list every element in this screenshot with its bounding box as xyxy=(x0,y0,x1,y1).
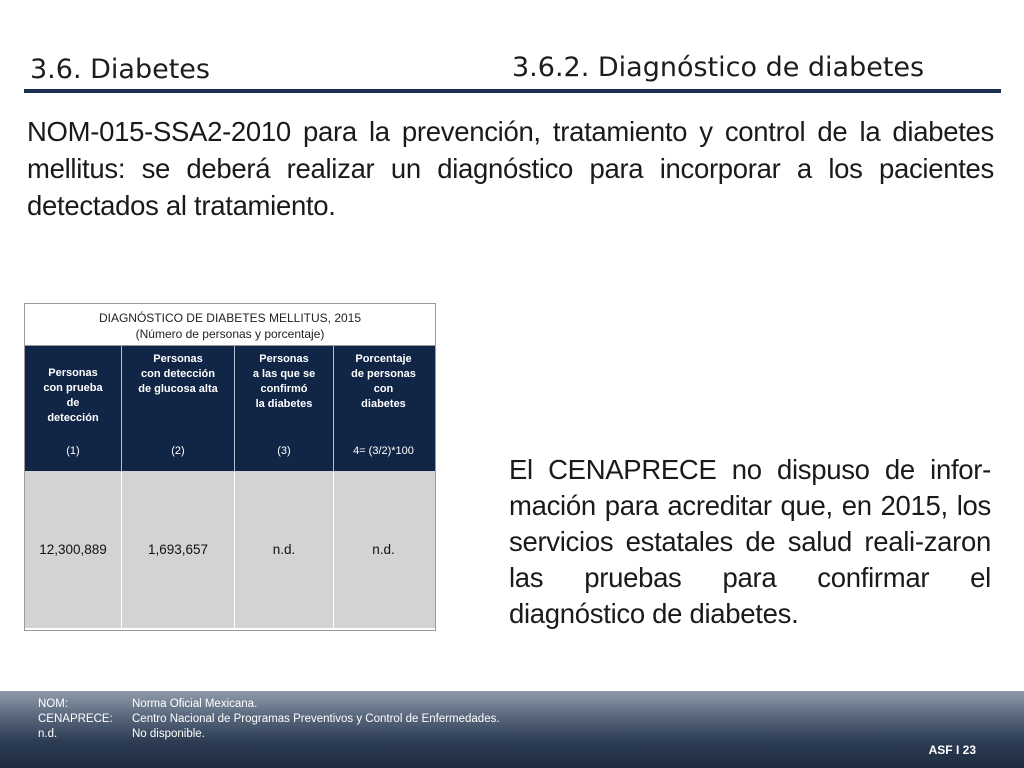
column-header xyxy=(25,346,122,471)
footnote-row xyxy=(38,697,500,712)
footnote-definition: Centro Nacional de Programas Preventivos y Control de Enfermedades. xyxy=(132,713,500,725)
column-header xyxy=(235,346,334,471)
table-cell: n.d. xyxy=(372,542,395,557)
table-caption xyxy=(25,304,435,346)
intro-paragraph: NOM-015-SSA2-2010 para la prevención, tratamiento y control de la diabetes mellitus: se deberá realizar un diagnóstico para incorporar a los pacientes detectados al tratamiento. xyxy=(27,116,994,221)
page-label: ASF I 23 xyxy=(928,743,976,757)
column-header-label: Porcentaje de personas con diabetes xyxy=(351,353,416,410)
column-header-label: Personas con prueba de detección xyxy=(43,367,103,424)
table-subtitle: (Número de personas y porcentaje) xyxy=(135,327,325,341)
column-header-label: Personas a las que se confirmó la diabetes xyxy=(252,353,316,410)
diagnosis-table xyxy=(24,303,436,631)
column-header-label: Personas con detección de glucosa alta xyxy=(138,353,218,395)
table-cell: n.d. xyxy=(235,471,334,628)
footnote-abbreviation: n.d. xyxy=(38,728,58,740)
footnote-row xyxy=(38,712,500,727)
column-header xyxy=(122,346,235,471)
footnote-definition: No disponible. xyxy=(132,728,205,740)
table-cell: 12,300,889 xyxy=(25,471,122,628)
table-title: DIAGNÓSTICO DE DIABETES MELLITUS, 2015 xyxy=(98,311,362,325)
finding-paragraph: El CENAPRECE no dispuso de infor-mación para acreditar que, en 2015, los servicios estatales de salud reali-zaron las pruebas para confirmar el diagnóstico de diabetes. xyxy=(509,454,991,629)
footnote-row xyxy=(38,727,500,742)
column-header xyxy=(334,346,433,471)
table-cell: 1,693,657 xyxy=(122,471,235,628)
footnote-abbreviation: CENAPRECE: xyxy=(38,713,113,725)
section-title: 3.6. Diabetes xyxy=(30,54,210,85)
column-header-number: (3) xyxy=(277,445,291,457)
footnote-definition: Norma Oficial Mexicana. xyxy=(132,698,258,710)
column-header-number: 4= (3/2)*100 xyxy=(353,445,414,457)
subsection-title: 3.6.2. Diagnóstico de diabetes xyxy=(512,52,925,83)
footnote-abbreviation: NOM: xyxy=(38,698,69,710)
title-rule xyxy=(24,89,1001,93)
footer-notes xyxy=(38,697,500,742)
column-header-number: (2) xyxy=(171,445,185,457)
table-header-row xyxy=(25,346,435,471)
table-row xyxy=(25,471,435,628)
column-header-number: (1) xyxy=(66,445,80,457)
